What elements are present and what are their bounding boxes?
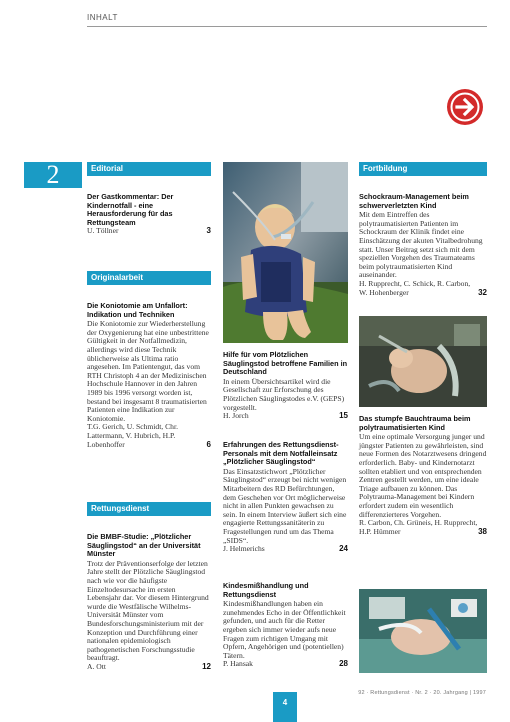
article-authors: A. Ott	[87, 661, 106, 671]
article-title: Schockraum-Management beim schwerverletzten Kind	[359, 192, 469, 210]
article-page: 32	[478, 287, 487, 297]
article-abstract: In einem Übersichtsartikel wird die Gesellschaft zur Erforschung des Plötzlichen Säuglingstodes e.V. (GEPS) vorgestellt.	[223, 376, 345, 412]
article-authors: J. Helmerichs	[223, 544, 265, 554]
section-editorial: Editorial	[87, 162, 211, 176]
article-title: Kindesmißhandlung und Rettungsdienst	[223, 581, 309, 599]
article-authors: H. Rupprecht, C. Schick, R. Carbon, W. Hohenberger	[359, 278, 471, 297]
page-number: 4	[273, 692, 297, 722]
photo-shock-room-infant	[359, 316, 487, 407]
article-title: Der Gastkommentar: Der Kindernotfall - eine Herausforderung für das Rettungsteam	[87, 192, 174, 227]
article-authors: P. Hansak	[223, 659, 253, 669]
article-authors: U. Töllner	[87, 226, 119, 236]
article-authors: T.G. Gerich, U. Schmidt, Chr. Lattermann, V. Hubrich, H.P. Lobenhoffer	[87, 422, 178, 449]
article-schockraum[interactable]	[359, 193, 487, 297]
section-originalarbeit: Originalarbeit	[87, 271, 211, 285]
issue-number: 2	[24, 162, 82, 188]
footer-journal-info: 92 · Rettungsdienst · Nr. 2 · 20. Jahrgang | 1997	[358, 690, 486, 696]
article-kindesmiss[interactable]	[223, 582, 348, 669]
article-page: 12	[202, 661, 211, 671]
article-page: 38	[478, 526, 487, 536]
article-koniotomie[interactable]	[87, 302, 211, 449]
section-rettungsdienst: Rettungsdienst	[87, 502, 211, 516]
photo-intubated-child	[359, 589, 487, 673]
article-gastkommentar[interactable]	[87, 193, 211, 236]
article-page: 24	[339, 544, 348, 554]
article-bauchtrauma[interactable]	[359, 415, 487, 536]
article-title: Die BMBF-Studie: „Plötzlicher Säuglingstod“ an der Universität Münster	[87, 532, 201, 559]
article-abstract: Die Koniotomie zur Wiederherstellung der Oxygenierung hat eine unbestrittene Gültigkeit in der Notfallmedizin, allerdings wird diese Technik üblicherweise als Ultima ratio angesehen. Im Patientengut, das vom RTH Christoph 4 an der Medizinischen Hochschule Hannover in den Jahren 1989 bis 1996 versorgt worden ist, bestand bei insgesamt 8 traumatisierten Patienten eine Indikation zur Koniotomie.	[87, 319, 209, 423]
next-arrow-icon[interactable]	[447, 89, 483, 125]
section-fortbildung: Fortbildung	[359, 162, 487, 176]
article-abstract: Mit dem Eintreffen des polytraumatisierten Patienten im Schockraum der Klinik findet eine Einschätzung der akuten Vitalbedrohung statt. Unser Beitrag setzt sich mit dem speziellen Vorgehen des Traumateams beim polytraumatisierten Kind auseinander.	[359, 210, 483, 280]
section-header-label: INHALT	[87, 13, 118, 22]
article-title: Die Koniotomie am Unfallort: Indikation und Techniken	[87, 301, 188, 319]
article-abstract: Kindesmißhandlungen haben ein zunehmendes Echo in der Öffentlichkeit gefunden, und auch für die Retter ergeben sich immer wieder aufs neue Fragen zum richtigen Umgang mit Opfern, Angehörigen und (potentiellen) Tätern.	[223, 599, 346, 660]
article-title: Hilfe für vom Plötzlichen Säuglingstod betroffene Familien in Deutschland	[223, 350, 348, 377]
article-title: Das stumpfe Bauchtrauma beim polytraumatisierten Kind	[359, 414, 471, 432]
article-page: 6	[206, 439, 211, 449]
article-bmbf[interactable]	[87, 533, 211, 672]
article-authors: R. Carbon, Ch. Grüneis, H. Rupprecht, H.P. Hümmer	[359, 518, 478, 536]
article-abstract: Das Einsatzstichwort „Plötzlicher Säuglingstod“ erzeugt bei nicht wenigen Mitarbeitern des RD Befürchtungen, dem Geschehen vor Ort möglicherweise nicht in allen Punkten gewachsen zu sein. In einem Interview äußert sich eine engagierte Rettungssanitäterin zu Fragestellungen rund um das Thema „SIDS“.	[223, 466, 347, 545]
article-hilfe[interactable]	[223, 351, 348, 421]
article-abstract: Trotz der Präventionserfolge der letzten Jahre stellt der Plötzliche Säuglingstod nach wie vor die häufigste Einzeltodesursache im ersten Lebensjahr dar. Vor diesem Hintergrund wurde die Westfälische Wilhelms-Universität Münster vom Bundesforschungsministerium mit der Konzeption und Durchführung einer nationalen epidemiologisch pathogenetischen Forschungsstudie beauftragt.	[87, 558, 209, 663]
article-erfahrungen[interactable]	[223, 441, 348, 554]
header-rule	[87, 26, 487, 27]
article-authors: H. Jorch	[223, 411, 249, 421]
photo-infant-ventilation	[223, 162, 348, 343]
article-title: Erfahrungen des Rettungsdienst-Personals mit dem Notfalleinsatz „Plötzlicher Säuglingstod“	[223, 440, 339, 467]
article-page: 15	[339, 411, 348, 421]
article-page: 3	[206, 226, 211, 236]
article-abstract: Um eine optimale Versorgung junger und jüngster Patienten zu gewährleisten, sind neue Formen des Notarztwesens dringend erforderlich. Baby- und Kindernotarzt sollten etabliert und von entsprechenden Zentren gestellt werden, um eine ideale Triage aufbauen zu können. Das Polytrauma-Management bei Kindern erfordert zudem ein wesentlich differenzierteres Vorgehen.	[359, 432, 487, 519]
article-page: 28	[339, 659, 348, 669]
